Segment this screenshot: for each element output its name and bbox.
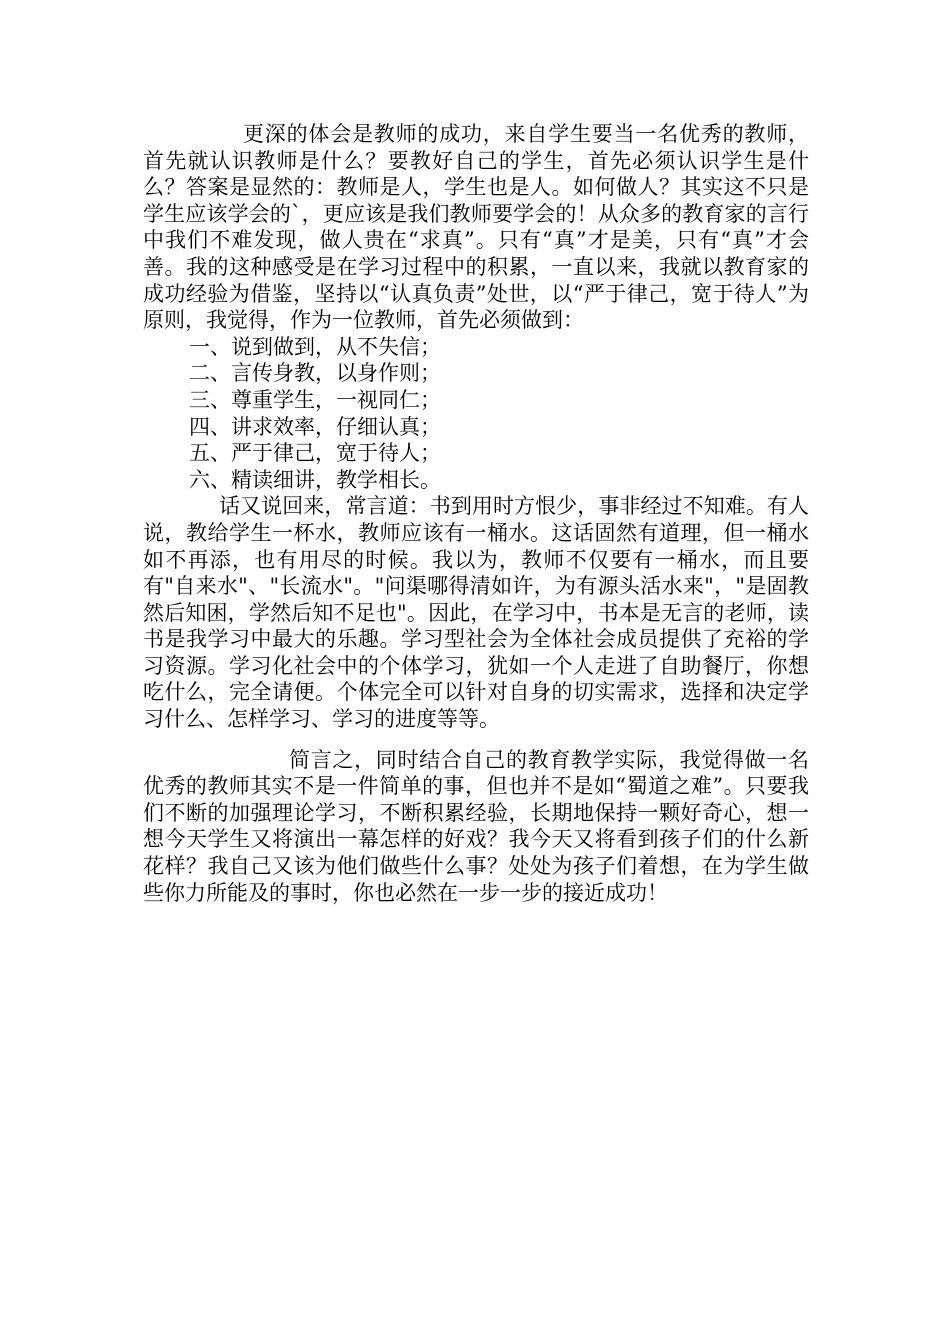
paragraph-conclusion: 简言之，同时结合自己的教育教学实际，我觉得做一名优秀的教师其实不是一件简单的事，但也并不是如“蜀道之难”。只要我们不断的加强理论学习，不断积累经验，长期地保持一颗好奇心，想一想今天学生又将演出一幕怎样的好戏？我今天又将看到孩子们的什么新花样？我自己又该为他们做些什么事？处处为孩子们着想，在为学生做些你力所能及的事时，你也必然在一步一步的接近成功！ [143,747,809,905]
paragraph-learning: 话又说回来，常言道：书到用时方恨少，事非经过不知难。有人说，教给学生一杯水，教师应该有一桶水。这话固然有道理，但一桶水如不再添，也有用尽的时候。我以为，教师不仅要有一桶水，而且要有"自来水"、"长流水"。"问渠哪得清如许，为有源头活水来"，"是固教然后知困，学然后知不足也"。因此，在学习中，书本是无言的老师，读书是我学习中最大的乐趣。学习型社会为全体社会成员提供了充裕的学习资源。学习化社会中的个体学习，犹如一个人走进了自助餐厅，你想吃什么，完全请便。个体完全可以针对自身的切实需求，选择和决定学习什么、怎样学习、学习的进度等等。 [143,494,809,732]
paragraph-reflection: 更深的体会是教师的成功，来自学生要当一名优秀的教师，首先就认识教师是什么？要教好自己的学生，首先必须认识学生是什么？答案是显然的：教师是人，学生也是人。如何做人？其实这不只是学生应该学会的`，更应该是我们教师要学会的！从众多的教育家的言行中我们不难发现，做人贵在“求真”。只有“真”才是美，只有“真”才会善。我的这种感受是在学习过程中的积累，一直以来，我就以教育家的成功经验为借鉴，坚持以“认真负责”处世，以“严于律己，宽于待人”为原则，我觉得，作为一位教师，首先必须做到： [143,122,809,333]
list-item: 五、严于律己，宽于待人； [189,441,441,466]
document-body [143,121,809,906]
list-item: 二、言传身教，以身作则； [189,361,441,386]
list-item: 六、精读细讲，教学相长。 [189,467,441,492]
list-item: 三、尊重学生，一视同仁； [189,387,441,412]
list-item: 四、讲求效率，仔细认真； [189,414,441,439]
list-item: 一、说到做到，从不失信； [189,334,441,359]
teacher-principles-list [143,334,809,494]
